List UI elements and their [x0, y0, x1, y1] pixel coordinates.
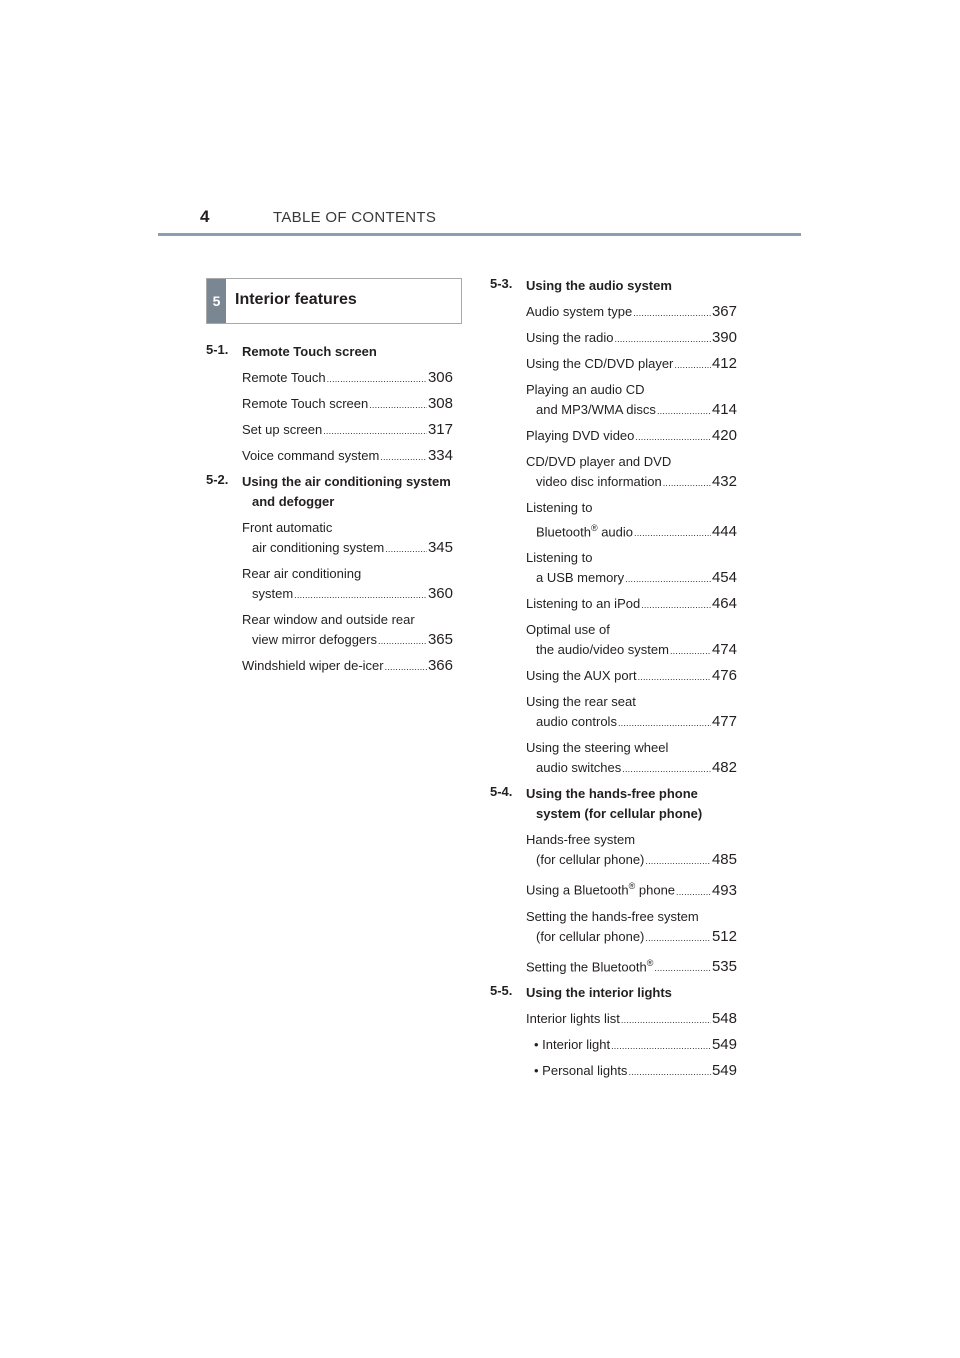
toc-entry-title: Audio system type	[526, 304, 633, 319]
toc-page-number: 412	[711, 355, 737, 372]
section-heading	[206, 278, 462, 324]
toc-section-title: Using the hands-free phone system (for cellular phone)	[526, 786, 703, 822]
toc-page-number: 535	[711, 957, 737, 975]
toc-page-number: 365	[427, 631, 453, 648]
toc-entry-line	[242, 656, 453, 677]
dot-leader	[638, 667, 711, 687]
dot-leader	[385, 539, 427, 559]
toc-entry-line	[242, 584, 453, 605]
dot-leader	[323, 421, 427, 441]
toc-entry-line	[242, 446, 453, 467]
toc-entry[interactable]	[526, 498, 737, 543]
toc-entry-title-line1: Listening to	[526, 550, 593, 566]
toc-entry[interactable]	[242, 564, 453, 605]
toc-entry[interactable]	[526, 548, 737, 589]
toc-page-number: 482	[711, 759, 737, 777]
toc-entry-line	[526, 594, 737, 615]
toc-entry-title: Remote Touch	[242, 370, 326, 385]
toc-page-number: 474	[711, 641, 737, 659]
toc-entry-line	[526, 712, 737, 733]
toc-entry[interactable]	[526, 953, 737, 978]
toc-section	[490, 983, 737, 1003]
dot-leader	[378, 631, 427, 651]
toc-entry-line	[526, 953, 737, 978]
toc-page-number: 548	[711, 1009, 737, 1027]
toc-page-number: 454	[711, 569, 737, 587]
dot-leader	[674, 355, 711, 375]
toc-entry-line	[534, 1035, 737, 1056]
toc-entry-title: • Interior light	[534, 1036, 611, 1052]
toc-entry-title: (for cellular phone)	[536, 928, 645, 944]
toc-entry[interactable]	[242, 610, 453, 651]
toc-entry[interactable]	[526, 302, 737, 323]
toc-page-number: 549	[711, 1061, 737, 1079]
toc-entry-title: Using the CD/DVD player	[526, 356, 674, 371]
toc-entry-title: Set up screen	[242, 422, 323, 437]
dot-leader	[621, 1010, 711, 1030]
registered-mark: ®	[590, 523, 598, 533]
toc-section-title: Using the audio system	[526, 278, 672, 293]
header-rule	[158, 233, 801, 236]
toc-section	[206, 472, 453, 512]
toc-page-number: 444	[711, 523, 737, 541]
toc-entry-title: the audio/video system	[536, 642, 669, 658]
toc-entry-title-line1: Optimal use of	[526, 622, 610, 638]
toc-page-number: 477	[711, 713, 737, 731]
toc-page-number: 476	[711, 667, 737, 685]
toc-page-number: 367	[711, 303, 737, 320]
dot-leader	[622, 759, 711, 779]
toc-entry-title-line1: Hands-free system	[526, 832, 636, 848]
toc-section-title: Using the interior lights	[526, 984, 672, 1000]
toc-entry-line	[242, 630, 453, 651]
toc-entry-title: • Personal lights	[534, 1062, 628, 1078]
toc-entry[interactable]	[526, 620, 737, 661]
registered-mark: ®	[628, 881, 636, 892]
toc-entry-title-line1: Playing an audio CD	[526, 382, 645, 397]
dot-leader	[614, 329, 711, 349]
toc-entry-line	[526, 328, 737, 349]
dot-leader	[645, 928, 711, 948]
toc-entry-line	[526, 1009, 737, 1030]
toc-page-number: 317	[427, 421, 453, 438]
dot-leader	[634, 523, 711, 543]
toc-entry-title: (for cellular phone)	[536, 852, 645, 868]
toc-page-number: 485	[711, 851, 737, 869]
toc-entry-title: and MP3/WMA discs	[536, 402, 656, 417]
toc-entry[interactable]	[534, 1061, 737, 1082]
toc-entry-title-line1: Rear air conditioning	[242, 566, 362, 581]
toc-page-number: 549	[711, 1035, 737, 1053]
toc-entry-title-line1: CD/DVD player and DVD	[526, 454, 672, 469]
toc-entry-title: air conditioning system	[252, 540, 385, 555]
toc-entry[interactable]	[242, 518, 453, 559]
dot-leader	[611, 1036, 711, 1056]
dot-leader	[635, 427, 711, 447]
toc-page-number: 432	[711, 473, 737, 490]
dot-leader	[385, 657, 427, 677]
toc-entry-line	[526, 400, 737, 421]
toc-entry-line	[242, 368, 453, 389]
toc-entry[interactable]	[526, 666, 737, 687]
toc-page-number: 512	[711, 927, 737, 945]
header-title: TABLE OF CONTENTS	[273, 209, 437, 226]
toc-entry[interactable]	[526, 328, 737, 349]
toc-entry[interactable]	[526, 452, 737, 493]
dot-leader	[633, 303, 711, 323]
toc-entry[interactable]	[526, 692, 737, 733]
toc-section-number: 5-4.	[490, 784, 513, 800]
toc-page-number: 414	[711, 401, 737, 418]
toc-page-number: 366	[427, 657, 453, 674]
toc-entry[interactable]	[526, 907, 737, 948]
toc-entry-title-line1: Setting the hands-free system	[526, 908, 699, 924]
toc-section-number: 5-5.	[490, 982, 513, 998]
dot-leader	[380, 447, 427, 467]
page-number: 4	[200, 207, 210, 226]
toc-entry-title-line1: Rear window and outside rear	[242, 612, 415, 627]
toc-section-title: Using the air conditioning system and defogger	[242, 474, 451, 509]
dot-leader	[618, 713, 711, 733]
toc-entry-title: audio controls	[536, 714, 617, 730]
toc-right-column	[490, 276, 737, 1087]
toc-entry-title-line1: Using the steering wheel	[526, 740, 669, 756]
toc-entry-title: Bluetooth® audio	[536, 523, 633, 540]
toc-section	[490, 276, 737, 296]
toc-entry-line	[526, 426, 737, 447]
dot-leader	[641, 595, 711, 615]
toc-entry-line	[526, 758, 737, 779]
dot-leader	[327, 369, 427, 389]
toc-entry-line	[526, 876, 737, 901]
section-title: Interior features	[235, 291, 357, 308]
toc-entry[interactable]	[526, 1009, 737, 1030]
toc-entry-line	[526, 850, 737, 871]
page-header	[158, 205, 801, 235]
dot-leader	[654, 958, 711, 978]
toc-entry-title: audio switches	[536, 760, 622, 776]
dot-leader	[645, 851, 711, 871]
toc-entry-title: Interior lights list	[526, 1010, 620, 1026]
toc-page-number: 493	[711, 881, 737, 899]
toc-entry[interactable]	[526, 738, 737, 779]
toc-entry-title: Listening to an iPod	[526, 596, 641, 612]
toc-page-number: 308	[427, 395, 453, 412]
toc-entry[interactable]	[526, 830, 737, 871]
toc-entry-line	[526, 302, 737, 323]
toc-entry[interactable]	[526, 354, 737, 375]
dot-leader	[294, 585, 427, 605]
toc-section-number: 5-3.	[490, 276, 513, 291]
toc-entry-title: system	[252, 586, 294, 601]
toc-entry-line	[534, 1061, 737, 1082]
toc-entry-title-line1: Using the rear seat	[526, 694, 636, 710]
toc-page-number: 464	[711, 595, 737, 613]
toc-section-title: Remote Touch screen	[242, 344, 377, 359]
toc-entry-title-line1: Listening to	[526, 500, 593, 515]
toc-entry-title: video disc information	[536, 474, 662, 489]
dot-leader	[670, 641, 711, 661]
toc-entry-line	[526, 666, 737, 687]
dot-leader	[676, 882, 711, 902]
toc-entry-title: Windshield wiper de-icer	[242, 658, 384, 673]
section-number-tab: 5	[207, 279, 226, 323]
dot-leader	[657, 401, 711, 421]
toc-section-number: 5-2.	[206, 472, 229, 487]
toc-entry-title: Using the radio	[526, 330, 614, 345]
toc-page-number: 345	[427, 539, 453, 556]
toc-entry[interactable]	[526, 876, 737, 901]
toc-entry-line	[242, 420, 453, 441]
toc-entry-line	[242, 538, 453, 559]
toc-entry-line	[526, 568, 737, 589]
toc-entry[interactable]	[242, 446, 453, 467]
toc-entry-title: Remote Touch screen	[242, 396, 369, 411]
toc-entry-title-line1: Front automatic	[242, 520, 333, 535]
toc-entry[interactable]	[242, 420, 453, 441]
toc-entry-title: Playing DVD video	[526, 428, 635, 443]
toc-entry[interactable]	[242, 368, 453, 389]
toc-page-number: 306	[427, 369, 453, 386]
toc-entry-title: Using a Bluetooth® phone	[526, 881, 676, 898]
toc-entry-line	[526, 927, 737, 948]
toc-entry-line	[242, 394, 453, 415]
toc-page-number: 390	[711, 329, 737, 346]
dot-leader	[369, 395, 427, 415]
toc-entry-line	[526, 518, 737, 543]
toc-entry[interactable]	[526, 426, 737, 447]
dot-leader	[625, 569, 711, 589]
toc-left-column	[206, 342, 453, 682]
dot-leader	[663, 473, 711, 493]
toc-entry[interactable]	[526, 380, 737, 421]
toc-page-number: 420	[711, 427, 737, 444]
toc-entry-title: Setting the Bluetooth®	[526, 957, 654, 974]
toc-entry-title: Voice command system	[242, 448, 380, 463]
toc-section	[490, 784, 737, 824]
toc-entry[interactable]	[242, 394, 453, 415]
toc-page-number: 334	[427, 447, 453, 464]
toc-entry-title: view mirror defoggers	[252, 632, 377, 647]
toc-section	[206, 342, 453, 362]
toc-entry-line	[526, 640, 737, 661]
toc-entry[interactable]	[242, 656, 453, 677]
toc-entry-title: a USB memory	[536, 570, 625, 586]
toc-entry-line	[526, 472, 737, 493]
toc-page-number: 360	[427, 585, 453, 602]
toc-entry-title: Using the AUX port	[526, 668, 637, 684]
dot-leader	[628, 1062, 711, 1082]
toc-entry[interactable]	[526, 594, 737, 615]
toc-section-number: 5-1.	[206, 342, 229, 357]
toc-entry[interactable]	[534, 1035, 737, 1056]
toc-entry-line	[526, 354, 737, 375]
registered-mark: ®	[646, 957, 654, 968]
